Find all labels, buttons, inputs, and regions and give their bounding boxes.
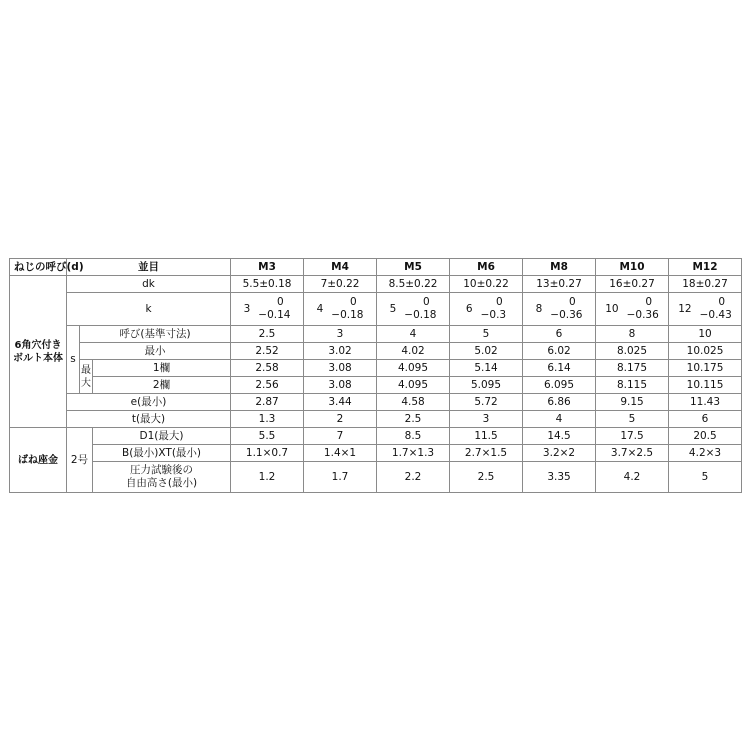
d1-cell: 17.5 [596,428,669,445]
dk-cell: 10±0.22 [450,276,523,293]
d1-cell: 5.5 [231,428,304,445]
d1-cell: 8.5 [377,428,450,445]
k-row [10,293,742,326]
s-min-cell: 10.025 [669,343,742,360]
free-height-cell: 1.2 [231,462,304,493]
d1-cell: 14.5 [523,428,596,445]
s-max2-cell: 2.56 [231,377,304,394]
size-header: M3 [231,259,304,276]
k-lower: −0.36 [626,309,659,321]
s-max1-cell: 10.175 [669,360,742,377]
dk-cell: 8.5±0.22 [377,276,450,293]
t-cell: 2 [304,411,377,428]
free-height-label-line: 自由高さ(最小) [125,477,198,489]
k-nominal: 6 [465,302,473,315]
e-row [10,394,742,411]
s-max1-cell: 5.14 [450,360,523,377]
free-height-cell: 2.2 [377,462,450,493]
bt-cell: 3.2×2 [523,445,596,462]
dk-label: dk [67,276,231,293]
free-height-cell: 1.7 [304,462,377,493]
s-max1-cell: 2.58 [231,360,304,377]
bolt-group-label-line: 6角穴付き [14,339,62,351]
dk-cell: 7±0.22 [304,276,377,293]
s-max2-cell: 10.115 [669,377,742,394]
k-cell [377,293,450,326]
bt-cell: 1.1×0.7 [231,445,304,462]
column-label: 並目 [67,259,231,276]
s-max1-cell: 4.095 [377,360,450,377]
size-header: M5 [377,259,450,276]
s-min-cell: 4.02 [377,343,450,360]
header-row [10,259,742,276]
s-min-row [10,343,742,360]
bt-cell: 2.7×1.5 [450,445,523,462]
k-lower: −0.36 [550,309,583,321]
d1-label: D1(最大) [93,428,231,445]
size-header: M6 [450,259,523,276]
s-nominal-cell: 2.5 [231,326,304,343]
bt-row [10,445,742,462]
s-max1-cell: 8.175 [596,360,669,377]
t-cell: 5 [596,411,669,428]
k-upper: 0 [423,296,430,308]
dk-cell: 5.5±0.18 [231,276,304,293]
k-lower: −0.14 [258,309,291,321]
s-nominal-cell: 5 [450,326,523,343]
t-label: t(最大) [67,411,231,428]
e-cell: 6.86 [523,394,596,411]
size-header: M10 [596,259,669,276]
t-cell: 1.3 [231,411,304,428]
k-nominal: 4 [316,302,324,315]
s-nominal-cell: 3 [304,326,377,343]
dk-cell: 13±0.27 [523,276,596,293]
t-cell: 4 [523,411,596,428]
k-cell [450,293,523,326]
corner-label: ねじの呼び(d) [10,259,67,276]
k-label: k [67,293,231,326]
s-nominal-row [10,326,742,343]
s-nominal-cell: 6 [523,326,596,343]
d1-cell: 11.5 [450,428,523,445]
k-cell [669,293,742,326]
k-upper: 0 [277,296,284,308]
bt-cell: 3.7×2.5 [596,445,669,462]
s-max2-cell: 3.08 [304,377,377,394]
k-lower: −0.18 [331,309,364,321]
t-cell: 3 [450,411,523,428]
t-cell: 2.5 [377,411,450,428]
k-lower: −0.43 [699,309,732,321]
s-nominal-cell: 8 [596,326,669,343]
dk-row [10,276,742,293]
s-max-label [80,360,93,394]
s-label: s [67,326,80,394]
e-cell: 9.15 [596,394,669,411]
s-min-label: 最小 [80,343,231,360]
e-cell: 3.44 [304,394,377,411]
e-cell: 11.43 [669,394,742,411]
e-cell: 5.72 [450,394,523,411]
free-height-cell: 3.35 [523,462,596,493]
free-height-cell: 4.2 [596,462,669,493]
k-upper: 0 [718,296,726,308]
k-cell [231,293,304,326]
washer-number: 2号 [67,428,93,493]
free-height-cell: 2.5 [450,462,523,493]
s-max2-cell: 5.095 [450,377,523,394]
s-max2-cell: 6.095 [523,377,596,394]
spec-table [9,258,742,493]
e-label: e(最小) [67,394,231,411]
e-cell: 2.87 [231,394,304,411]
s-min-cell: 3.02 [304,343,377,360]
k-lower: −0.3 [480,309,507,321]
k-lower: −0.18 [404,309,437,321]
bt-label: B(最小)XT(最小) [93,445,231,462]
s-max-label-char: 大 [81,377,91,389]
k-cell [596,293,669,326]
k-upper: 0 [350,296,357,308]
s-max2-cell: 4.095 [377,377,450,394]
k-nominal: 12 [678,302,692,315]
k-cell [304,293,377,326]
s-nominal-cell: 10 [669,326,742,343]
size-header: M12 [669,259,742,276]
d1-cell: 20.5 [669,428,742,445]
dk-cell: 18±0.27 [669,276,742,293]
s-min-cell: 2.52 [231,343,304,360]
bt-cell: 4.2×3 [669,445,742,462]
dk-cell: 16±0.27 [596,276,669,293]
s-max2-cell: 8.115 [596,377,669,394]
s-min-cell: 6.02 [523,343,596,360]
s-max2-row [10,377,742,394]
washer-group-label: ばね座金 [10,428,67,493]
t-row [10,411,742,428]
k-nominal: 5 [389,302,397,315]
s-max1-cell: 3.08 [304,360,377,377]
s-max1-row [10,360,742,377]
bolt-group-label-line: ボルト本体 [13,352,63,364]
s-nominal-label: 呼び(基準寸法) [80,326,231,343]
free-height-label-line: 圧力試験後の [130,464,193,476]
k-nominal: 8 [535,302,543,315]
k-upper: 0 [645,296,653,308]
k-upper: 0 [569,296,576,308]
s-max2-label: 2欄 [93,377,231,394]
d1-cell: 7 [304,428,377,445]
s-nominal-cell: 4 [377,326,450,343]
s-max-label-char: 最 [81,364,91,376]
k-upper: 0 [496,296,503,308]
bt-cell: 1.7×1.3 [377,445,450,462]
s-min-cell: 8.025 [596,343,669,360]
free-height-row [10,462,742,493]
s-max1-cell: 6.14 [523,360,596,377]
e-cell: 4.58 [377,394,450,411]
size-header: M4 [304,259,377,276]
bolt-group-label [10,276,67,428]
k-nominal: 10 [605,302,619,315]
bt-cell: 1.4×1 [304,445,377,462]
d1-row [10,428,742,445]
k-cell [523,293,596,326]
free-height-cell: 5 [669,462,742,493]
s-max1-label: 1欄 [93,360,231,377]
size-header: M8 [523,259,596,276]
s-min-cell: 5.02 [450,343,523,360]
free-height-label [93,462,231,493]
t-cell: 6 [669,411,742,428]
k-nominal: 3 [243,302,251,315]
